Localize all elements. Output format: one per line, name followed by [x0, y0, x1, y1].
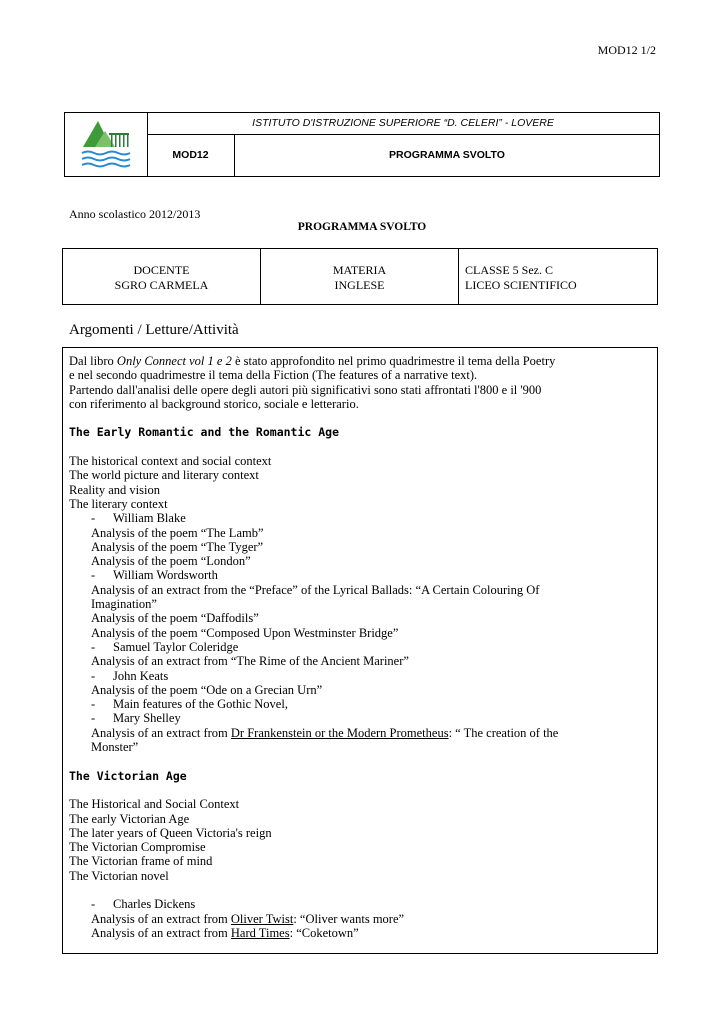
list-item: Analysis of the poem “Ode on a Grecian Urn” [91, 682, 323, 697]
list-item: The Victorian frame of mind [69, 854, 213, 869]
list-item: Analysis of the poem “Composed Upon Westminster Bridge” [91, 625, 399, 640]
author-item: - William Wordsworth [91, 568, 218, 583]
list-item: Analysis of the poem “Daffodils” [91, 611, 259, 626]
list-item: The historical context and social context [69, 454, 272, 469]
classe-cell [459, 249, 657, 304]
list-item: - Main features of the Gothic Novel, [91, 697, 288, 712]
list-item: Imagination” [91, 597, 157, 612]
author-item: - Mary Shelley [91, 711, 181, 726]
list-item: The later years of Queen Victoria's reign [69, 825, 272, 840]
document-header-table [64, 112, 660, 177]
document-title: PROGRAMMA SVOLTO [297, 221, 427, 233]
docente-label: DOCENTE [133, 263, 190, 277]
book-title: Hard Times [230, 925, 290, 940]
author-item: - Samuel Taylor Coleridge [91, 639, 239, 654]
page-number: MOD12 1/2 [597, 43, 656, 57]
list-item: The world picture and literary context [69, 468, 259, 483]
docente-value: SGRO CARMELA [114, 277, 209, 292]
list-item: Analysis of an extract from Oliver Twist: “Oliver wants more” [91, 911, 405, 926]
intro-line: e nel secondo quadrimestre il tema della Fiction (The features of a narrative text). [69, 368, 478, 383]
list-item: The early Victorian Age [69, 811, 190, 826]
info-table [62, 248, 658, 305]
list-item: The literary context [69, 496, 168, 511]
institute-name: ISTITUTO D'ISTRUZIONE SUPERIORE “D. CELERI” - LOVERE [147, 113, 659, 135]
list-item: Analysis of an extract from “The Rime of the Ancient Mariner” [91, 654, 409, 669]
intro-line: Partendo dall'analisi delle opere degli autori più significativi sono stati affrontati l'800 e il '900 [69, 382, 542, 397]
header-program-title: PROGRAMMA SVOLTO [389, 149, 505, 161]
materia-cell [261, 249, 459, 304]
book-title: Dr Frankenstein or the Modern Prometheus [230, 725, 449, 740]
module-code: MOD12 [147, 135, 235, 176]
list-item: Analysis of an extract from Dr Frankenstein or the Modern Prometheus: “ The creation of the [91, 725, 559, 740]
book-title: Oliver Twist [230, 911, 294, 926]
romantic-heading: The Early Romantic and the Romantic Age [69, 425, 340, 440]
book-title: Only Connect vol 1 e 2 [116, 354, 232, 368]
docente-cell [63, 249, 261, 304]
classe-label: CLASSE 5 Sez. C [465, 263, 554, 277]
intro-line: Dal libro Only Connect vol 1 e 2 è stato approfondito nel primo quadrimestre il tema della Poetry [69, 354, 556, 368]
list-item: Monster” [91, 740, 139, 755]
author-item: - Charles Dickens [91, 897, 196, 912]
classe-value: LICEO SCIENTIFICO [465, 277, 577, 292]
program-content-box [62, 347, 658, 954]
list-item: The Victorian novel [69, 868, 169, 883]
list-item: The Historical and Social Context [69, 797, 240, 812]
victorian-heading: The Victorian Age [69, 768, 187, 783]
materia-label: MATERIA [332, 263, 387, 277]
author-item: - John Keats [91, 668, 169, 683]
school-year: Anno scolastico 2012/2013 [69, 207, 201, 221]
section-heading: Argomenti / Letture/Attività [69, 322, 239, 338]
list-item: Analysis of the poem “The Lamb” [91, 525, 264, 540]
list-item: The Victorian Compromise [69, 840, 206, 855]
list-item: Analysis of the poem “The Tyger” [91, 539, 264, 554]
list-item: Reality and vision [69, 482, 160, 497]
author-item: - William Blake [91, 511, 186, 526]
materia-value: INGLESE [334, 277, 385, 292]
list-item: Analysis of the poem “London” [91, 554, 251, 569]
list-item: Analysis of an extract from the “Preface” of the Lyrical Ballads: “A Certain Colouring Of [91, 582, 540, 597]
intro-line: con riferimento al background storico, sociale e letterario. [69, 396, 359, 411]
school-logo [65, 113, 148, 176]
list-item: Analysis of an extract from Hard Times: “Coketown” [91, 925, 359, 940]
